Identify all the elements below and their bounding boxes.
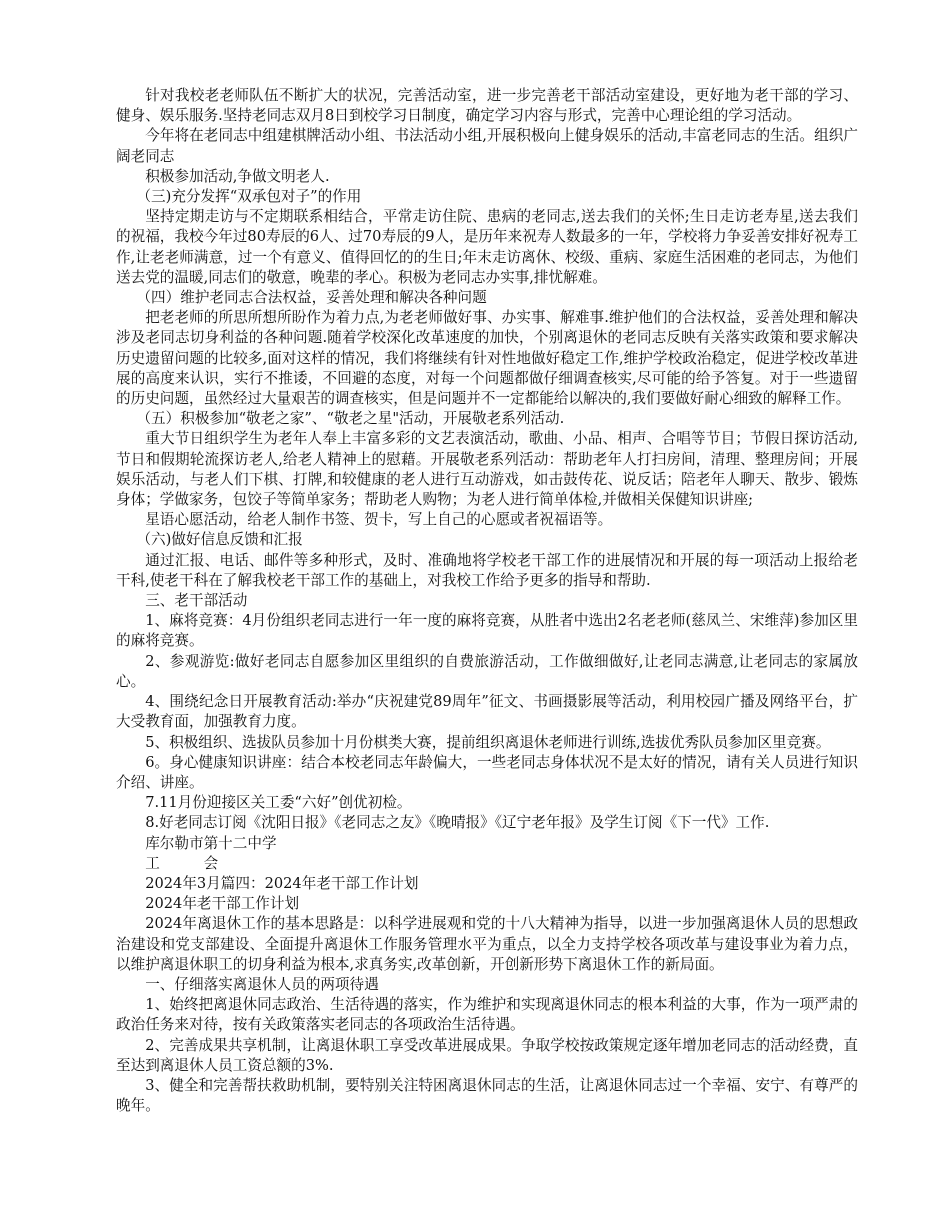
item-7-inspection: 7.11月份迎接区关工委“六好”创优初检。 xyxy=(145,794,412,812)
heading-part-1: 一、仔细落实离退休人员的两项待遇 xyxy=(145,975,379,993)
heading-section-5: （五）积极参加“敬老之家”、“敬老之星"活动，开展敬老系列活动. xyxy=(136,410,565,428)
paragraph-reporting: 通过汇报、电话、邮件等多种形式，及时、准确地将学校老干部工作的进展情况和开展的每一项活动上报给老干科,使老干科在了解我校老干部工作的基础上，对我校工作给予更多的指导和帮助. xyxy=(116,551,858,589)
plan-title: 2024年老干部工作计划 xyxy=(145,895,300,913)
union-left: 工 xyxy=(145,854,160,872)
item-1-mahjong: 1、麻将竞赛：4月份组织老同志进行一年一度的麻将竞赛，从胜者中选出2名老老师(慈凤兰、宋维萍)参加区里的麻将竞赛。 xyxy=(116,612,858,650)
union-right: 会 xyxy=(203,854,219,872)
school-name: 库尔勒市第十二中学 xyxy=(145,834,277,852)
item-5-contest: 5、积极组织、选拔队员参加十月份棋类大赛，提前组织离退休老师进行训练,选拔优秀队员参加区里竞赛。 xyxy=(145,733,831,751)
paragraph-wishes: 星语心愿活动，给老人制作书签、贺卡，写上自己的心愿或者祝福语等。 xyxy=(145,511,613,529)
union-line xyxy=(116,854,858,874)
item-6-health: 6。身心健康知识讲座：结合本校老同志年龄偏大，一些老同志身体状况不是太好的情况，请有关人员进行知识介绍、讲座。 xyxy=(116,753,858,791)
paragraph-rights: 把老老师的所思所想所盼作为着力点,为老老师做好事、办实事、解难事.维护他们的合法权益，妥善处理和解决涉及老同志切身利益的各种问题.随着学校深化改革速度的加快，个别离退休的老同志反映有关落实政策和要求解决历史遗留问题的比较多,面对这样的情况，我们将继续有针对性地做好稳定工作,维护学校政治稳定，促进学校改革进展的高度来认识，实行不推诿，不回避的态度，对每一个问题都做仔细调查核实,尽可能的给予答复。对于一些遗留的历史问题，虽然经过大量艰苦的调查核实，但是问题并不一定都能给以解决的,我们要做好耐心细致的解释工作。 xyxy=(116,309,858,408)
document-page xyxy=(116,86,858,1116)
paragraph-festivals: 重大节日组织学生为老年人奉上丰富多彩的文艺表演活动，歌曲、小品、相声、合唱等节目；节假日探访活动,节日和假期轮流探访老人,给老人精神上的慰藉。开展敬老系列活动：帮助老年人打扫房间，清理、整理房间；开展娱乐活动，与老人们下棋、打牌,和较健康的老人进行互动游戏，如击鼓传花、说反话；陪老年人聊天、散步、锻炼身体；学做家务，包饺子等简单家务；帮助老人购物；为老人进行简单体检,并做相关保健知识讲座; xyxy=(116,430,858,509)
paragraph-visits: 坚持定期走访与不定期联系相结合，平常走访住院、患病的老同志,送去我们的关怀;生日走访老寿星,送去我们的祝福，我校今年过80寿辰的6人、过70寿辰的9人，是历年来祝寿人数最多的一年，学校将力争妥善安排好祝寿工作,让老老师满意，过一个有意义、值得回忆的的生日;年末走访离休、校级、重病、家庭生活困难的老同志，为他们送去党的温暖,同志们的敬意，晚辈的孝心。积极为老同志办实事,排忧解难。 xyxy=(116,208,858,286)
date-line: 2024年3月篇四：2024年老干部工作计划 xyxy=(145,874,419,892)
paragraph-civilized-elders: 积极参加活动,争做文明老人. xyxy=(145,167,330,185)
item-3-education: 4、围绕纪念日开展教育活动:举办“庆祝建党89周年”征文、书画摄影展等活动，利用校园广播及网络平台，扩大受教育面，加强教育力度。 xyxy=(116,693,858,731)
paragraph-activity-room: 针对我校老老师队伍不断扩大的状况，完善活动室，进一步完善老干部活动室建设，更好地为老干部的学习、健身、娱乐服务.坚持老同志双月8日到校学习日制度，确定学习内容与形式，完善中心理论组的学习活动。 xyxy=(116,87,858,125)
signature-block xyxy=(116,834,858,915)
heading-section-4: （四）维护老同志合法权益，妥善处理和解决各种问题 xyxy=(136,289,487,307)
heading-part-3: 三、老干部活动 xyxy=(145,592,248,610)
item-3-assistance: 3、健全和完善帮扶救助机制，要特别关注特困离退休同志的生活，让离退休同志过一个幸福、安宁、有尊严的晚年。 xyxy=(116,1076,858,1115)
item-8-subscriptions: 8.好老同志订阅《沈阳日报》《老同志之友》《晚晴报》《辽宁老年报》及学生订阅《下一代》工作. xyxy=(145,814,770,832)
heading-section-6: （六)做好信息反馈和汇报 xyxy=(136,531,303,549)
item-1-treatment: 1、始终把离退休同志政治、生活待遇的落实，作为维护和实现离退休同志的根本利益的大事，作为一项严肃的政治任务来对待，按有关政策落实老同志的各项政治生活待遇。 xyxy=(116,996,858,1034)
paragraph-basic-ideas: 2024年离退休工作的基本思路是：以科学进展观和党的十八大精神为指导，以进一步加强离退休人员的思想政治建设和党支部建设、全面提升离退休工作服务管理水平为重点，以全力支持学校各项改革与建设事业为着力点，以维护离退休职工的切身利益为根本,求真务实,改革创新，开创新形势下离退休工作的新局面。 xyxy=(116,915,858,973)
item-2-tour: 2、参观游览:做好老同志自愿参加区里组织的自费旅游活动，工作做细做好,让老同志满意,让老同志的家属放心。 xyxy=(116,652,858,690)
item-2-sharing: 2、完善成果共享机制，让离退休职工享受改革进展成果。争取学校按政策规定逐年增加老同志的活动经费，直至达到离退休人员工资总额的3%. xyxy=(116,1036,858,1074)
document-body-part-1 xyxy=(116,86,858,834)
heading-section-3: （三)充分发挥“双承包对子”的作用 xyxy=(136,188,362,206)
paragraph-activity-groups: 今年将在老同志中组建棋牌活动小组、书法活动小组,开展积极向上健身娱乐的活动,丰富老同志的生活。组织广阔老同志 xyxy=(116,127,858,165)
document-body-part-2 xyxy=(116,914,858,1116)
